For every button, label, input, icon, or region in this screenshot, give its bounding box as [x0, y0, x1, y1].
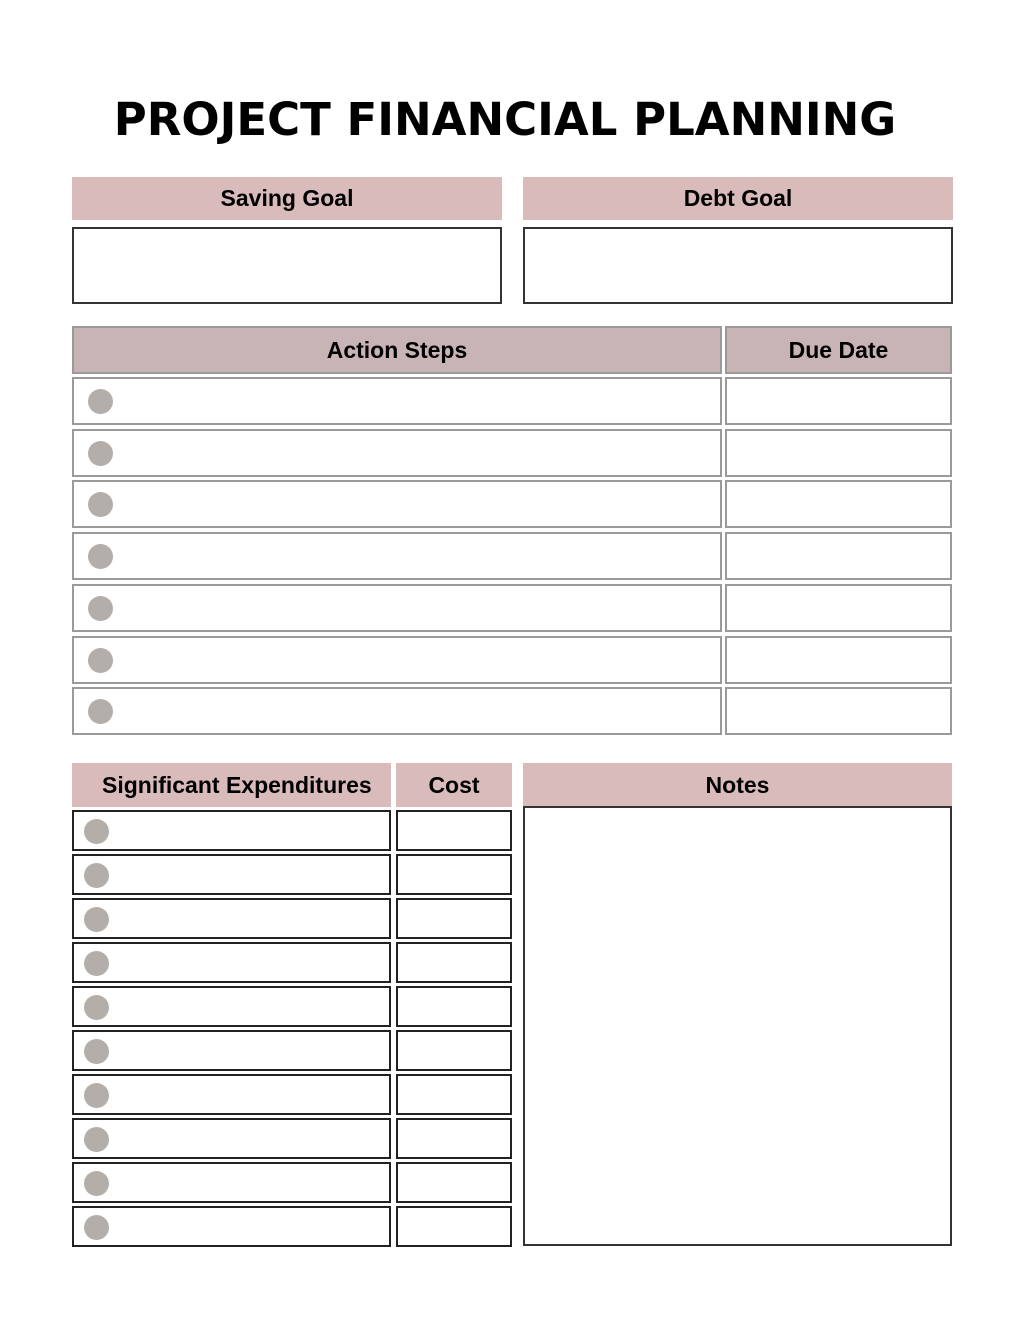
due-date-field[interactable]	[725, 636, 952, 684]
action-step-field[interactable]	[72, 584, 722, 632]
expenditure-field[interactable]	[72, 942, 391, 983]
expenditure-field[interactable]	[72, 1118, 391, 1159]
page-title: PROJECT FINANCIAL PLANNING	[113, 93, 897, 146]
saving-goal-header: Saving Goal	[72, 177, 502, 220]
bullet-icon	[88, 648, 113, 673]
bullet-icon	[88, 441, 113, 466]
bullet-icon	[84, 907, 109, 932]
bullet-icon	[84, 1215, 109, 1240]
bullet-icon	[88, 699, 113, 724]
debt-goal-header: Debt Goal	[523, 177, 953, 220]
cost-field[interactable]	[396, 810, 512, 851]
action-step-field[interactable]	[72, 532, 722, 580]
due-date-field[interactable]	[725, 377, 952, 425]
cost-field[interactable]	[396, 854, 512, 895]
due-date-field[interactable]	[725, 480, 952, 528]
due-date-field[interactable]	[725, 584, 952, 632]
due-date-header: Due Date	[725, 326, 952, 374]
bullet-icon	[84, 951, 109, 976]
bullet-icon	[88, 389, 113, 414]
cost-field[interactable]	[396, 1118, 512, 1159]
expenditure-field[interactable]	[72, 1206, 391, 1247]
cost-field[interactable]	[396, 1162, 512, 1203]
cost-field[interactable]	[396, 942, 512, 983]
saving-goal-field[interactable]	[72, 227, 502, 304]
expenditures-header: Significant Expenditures	[72, 763, 391, 807]
bullet-icon	[88, 544, 113, 569]
bullet-icon	[84, 1039, 109, 1064]
expenditure-field[interactable]	[72, 1162, 391, 1203]
bullet-icon	[84, 995, 109, 1020]
due-date-field[interactable]	[725, 429, 952, 477]
bullet-icon	[84, 1127, 109, 1152]
bullet-icon	[88, 596, 113, 621]
cost-field[interactable]	[396, 1206, 512, 1247]
expenditure-field[interactable]	[72, 854, 391, 895]
action-step-field[interactable]	[72, 636, 722, 684]
action-step-field[interactable]	[72, 480, 722, 528]
due-date-field[interactable]	[725, 687, 952, 735]
expenditure-field[interactable]	[72, 986, 391, 1027]
cost-field[interactable]	[396, 1030, 512, 1071]
notes-field[interactable]	[523, 806, 952, 1246]
action-step-field[interactable]	[72, 429, 722, 477]
notes-header: Notes	[523, 763, 952, 807]
cost-field[interactable]	[396, 1074, 512, 1115]
cost-field[interactable]	[396, 986, 512, 1027]
bullet-icon	[88, 492, 113, 517]
action-step-field[interactable]	[72, 687, 722, 735]
expenditure-field[interactable]	[72, 1030, 391, 1071]
cost-field[interactable]	[396, 898, 512, 939]
bullet-icon	[84, 1171, 109, 1196]
cost-header: Cost	[396, 763, 512, 807]
expenditure-field[interactable]	[72, 810, 391, 851]
bullet-icon	[84, 1083, 109, 1108]
action-step-field[interactable]	[72, 377, 722, 425]
due-date-field[interactable]	[725, 532, 952, 580]
expenditure-field[interactable]	[72, 898, 391, 939]
bullet-icon	[84, 863, 109, 888]
debt-goal-field[interactable]	[523, 227, 953, 304]
expenditure-field[interactable]	[72, 1074, 391, 1115]
bullet-icon	[84, 819, 109, 844]
action-steps-header: Action Steps	[72, 326, 722, 374]
